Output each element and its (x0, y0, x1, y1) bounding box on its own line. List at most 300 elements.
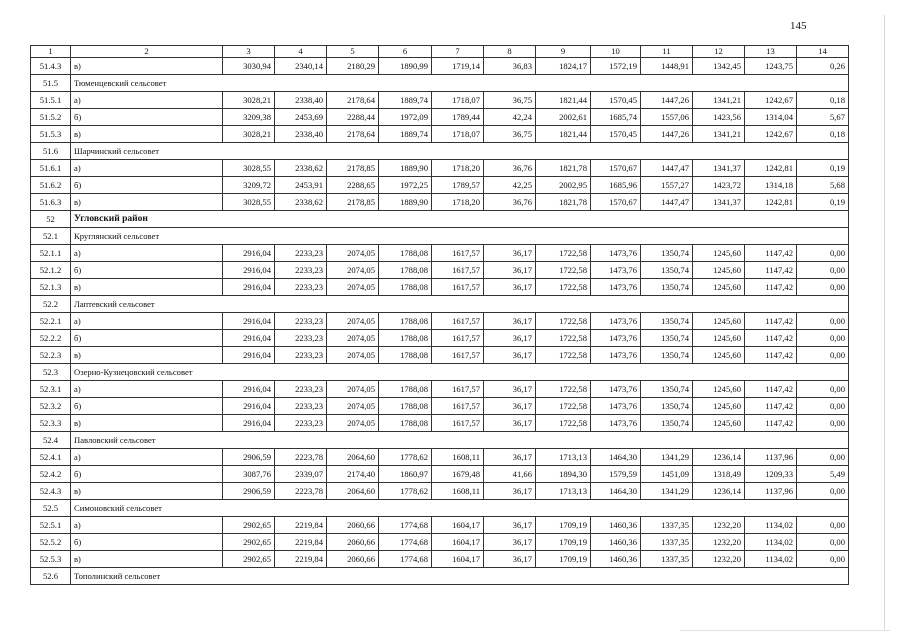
section-heading-row (31, 75, 849, 92)
row-code: 51.5.2 (31, 109, 71, 126)
value-cell: 2178,85 (327, 194, 379, 211)
value-cell: 1972,09 (379, 109, 432, 126)
value-cell: 1722,58 (536, 398, 591, 415)
row-variant-label: б) (71, 534, 223, 551)
row-code: 52.1.2 (31, 262, 71, 279)
value-cell: 1604,17 (432, 517, 484, 534)
row-variant-label: в) (71, 58, 223, 75)
value-cell: 2074,05 (327, 398, 379, 415)
column-header: 6 (379, 46, 432, 58)
row-code: 52.1.1 (31, 245, 71, 262)
row-code: 51.4.3 (31, 58, 71, 75)
value-cell: 2233,23 (275, 279, 327, 296)
row-variant-label: в) (71, 347, 223, 364)
row-code: 52.2 (31, 296, 71, 313)
value-cell: 1341,21 (693, 126, 745, 143)
table-row (31, 483, 849, 500)
district-heading-row (31, 211, 849, 228)
value-cell: 1342,45 (693, 58, 745, 75)
value-cell: 36,17 (484, 347, 536, 364)
value-cell: 36,17 (484, 398, 536, 415)
value-cell: 1821,78 (536, 160, 591, 177)
value-cell: 1774,68 (379, 534, 432, 551)
row-variant-label: а) (71, 313, 223, 330)
section-name: Шарчинский сельсовет (71, 143, 849, 160)
value-cell: 2338,62 (275, 160, 327, 177)
table-row (31, 262, 849, 279)
value-cell: 1245,60 (693, 415, 745, 432)
value-cell: 0,00 (797, 551, 849, 568)
value-cell: 1147,42 (745, 279, 797, 296)
value-cell: 1318,49 (693, 466, 745, 483)
value-cell: 1341,29 (641, 449, 693, 466)
section-heading-row (31, 364, 849, 381)
value-cell: 1718,07 (432, 92, 484, 109)
value-cell: 1341,21 (693, 92, 745, 109)
value-cell: 1788,08 (379, 313, 432, 330)
value-cell: 1788,08 (379, 245, 432, 262)
value-cell: 1245,60 (693, 245, 745, 262)
table-row (31, 551, 849, 568)
row-code: 51.6.1 (31, 160, 71, 177)
value-cell: 1617,57 (432, 330, 484, 347)
value-cell: 1617,57 (432, 279, 484, 296)
district-name: Угловский район (71, 211, 849, 228)
value-cell: 1473,76 (591, 381, 641, 398)
value-cell: 1464,30 (591, 449, 641, 466)
value-cell: 1232,20 (693, 534, 745, 551)
value-cell: 1722,58 (536, 313, 591, 330)
table-row (31, 330, 849, 347)
value-cell: 1134,02 (745, 517, 797, 534)
value-cell: 2060,66 (327, 551, 379, 568)
value-cell: 2178,64 (327, 126, 379, 143)
row-code: 52.3.1 (31, 381, 71, 398)
row-variant-label: а) (71, 381, 223, 398)
value-cell: 1617,57 (432, 415, 484, 432)
table-row (31, 534, 849, 551)
column-header: 8 (484, 46, 536, 58)
value-cell: 1209,33 (745, 466, 797, 483)
value-cell: 1617,57 (432, 313, 484, 330)
section-name: Симоновский сельсовет (71, 500, 849, 517)
value-cell: 2219,84 (275, 551, 327, 568)
table-row (31, 126, 849, 143)
value-cell: 1147,42 (745, 381, 797, 398)
value-cell: 1147,42 (745, 330, 797, 347)
value-cell: 1473,76 (591, 415, 641, 432)
value-cell: 36,17 (484, 330, 536, 347)
value-cell: 0,00 (797, 381, 849, 398)
value-cell: 1341,37 (693, 194, 745, 211)
table-row (31, 449, 849, 466)
value-cell: 1889,74 (379, 126, 432, 143)
value-cell: 1473,76 (591, 245, 641, 262)
value-cell: 1718,07 (432, 126, 484, 143)
page-edge-shadow (884, 15, 885, 630)
value-cell: 1447,26 (641, 92, 693, 109)
value-cell: 1722,58 (536, 279, 591, 296)
row-variant-label: б) (71, 466, 223, 483)
row-code: 52.5.1 (31, 517, 71, 534)
value-cell: 1147,42 (745, 313, 797, 330)
value-cell: 1242,81 (745, 160, 797, 177)
table-row (31, 92, 849, 109)
value-cell: 1447,47 (641, 194, 693, 211)
value-cell: 36,76 (484, 194, 536, 211)
value-cell: 1789,44 (432, 109, 484, 126)
row-code: 51.5 (31, 75, 71, 92)
table-row (31, 517, 849, 534)
value-cell: 2223,78 (275, 483, 327, 500)
value-cell: 1350,74 (641, 330, 693, 347)
section-name: Лаптевский сельсовет (71, 296, 849, 313)
table-row (31, 109, 849, 126)
column-header: 13 (745, 46, 797, 58)
value-cell: 1788,08 (379, 262, 432, 279)
value-cell: 2902,65 (223, 551, 275, 568)
row-code: 52.5 (31, 500, 71, 517)
value-cell: 2180,29 (327, 58, 379, 75)
value-cell: 42,24 (484, 109, 536, 126)
value-cell: 0,00 (797, 517, 849, 534)
value-cell: 2233,23 (275, 347, 327, 364)
value-cell: 0,00 (797, 398, 849, 415)
value-cell: 1718,20 (432, 194, 484, 211)
row-code: 52.4.3 (31, 483, 71, 500)
row-variant-label: в) (71, 415, 223, 432)
value-cell: 1679,48 (432, 466, 484, 483)
tariff-table (30, 45, 849, 585)
row-variant-label: в) (71, 551, 223, 568)
value-cell: 2233,23 (275, 313, 327, 330)
value-cell: 1350,74 (641, 245, 693, 262)
value-cell: 36,17 (484, 483, 536, 500)
row-code: 51.5.1 (31, 92, 71, 109)
value-cell: 36,17 (484, 551, 536, 568)
value-cell: 2339,07 (275, 466, 327, 483)
value-cell: 2338,40 (275, 92, 327, 109)
value-cell: 2916,04 (223, 347, 275, 364)
row-code: 52 (31, 211, 71, 228)
row-variant-label: в) (71, 194, 223, 211)
row-code: 52.5.2 (31, 534, 71, 551)
value-cell: 2233,23 (275, 398, 327, 415)
value-cell: 2338,40 (275, 126, 327, 143)
value-cell: 2074,05 (327, 415, 379, 432)
value-cell: 1473,76 (591, 313, 641, 330)
value-cell: 1788,08 (379, 330, 432, 347)
row-variant-label: а) (71, 92, 223, 109)
value-cell: 1245,60 (693, 262, 745, 279)
row-variant-label: а) (71, 517, 223, 534)
value-cell: 1718,20 (432, 160, 484, 177)
column-header: 1 (31, 46, 71, 58)
value-cell: 3028,21 (223, 92, 275, 109)
column-header: 14 (797, 46, 849, 58)
section-name: Круглянский сельсовет (71, 228, 849, 245)
section-heading-row (31, 143, 849, 160)
value-cell: 1473,76 (591, 330, 641, 347)
value-cell: 0,19 (797, 194, 849, 211)
row-code: 52.1 (31, 228, 71, 245)
value-cell: 0,00 (797, 347, 849, 364)
value-cell: 1778,62 (379, 483, 432, 500)
value-cell: 2916,04 (223, 330, 275, 347)
table-header-row (31, 46, 849, 58)
value-cell: 1460,36 (591, 551, 641, 568)
value-cell: 1137,96 (745, 449, 797, 466)
value-cell: 1685,74 (591, 109, 641, 126)
value-cell: 5,68 (797, 177, 849, 194)
row-code: 52.2.1 (31, 313, 71, 330)
value-cell: 1337,35 (641, 551, 693, 568)
row-variant-label: в) (71, 483, 223, 500)
value-cell: 36,17 (484, 262, 536, 279)
value-cell: 36,17 (484, 517, 536, 534)
value-cell: 1722,58 (536, 245, 591, 262)
value-cell: 1337,35 (641, 534, 693, 551)
value-cell: 1972,25 (379, 177, 432, 194)
value-cell: 2060,66 (327, 517, 379, 534)
value-cell: 1236,14 (693, 483, 745, 500)
row-variant-label: б) (71, 398, 223, 415)
value-cell: 3028,55 (223, 194, 275, 211)
value-cell: 41,66 (484, 466, 536, 483)
value-cell: 2453,69 (275, 109, 327, 126)
value-cell: 1774,68 (379, 517, 432, 534)
table-row (31, 415, 849, 432)
value-cell: 2288,44 (327, 109, 379, 126)
value-cell: 0,00 (797, 313, 849, 330)
value-cell: 3209,72 (223, 177, 275, 194)
value-cell: 2064,60 (327, 449, 379, 466)
value-cell: 36,17 (484, 415, 536, 432)
value-cell: 2233,23 (275, 262, 327, 279)
value-cell: 0,00 (797, 330, 849, 347)
row-code: 52.3.2 (31, 398, 71, 415)
value-cell: 3209,38 (223, 109, 275, 126)
value-cell: 1617,57 (432, 381, 484, 398)
value-cell: 2219,84 (275, 517, 327, 534)
value-cell: 1350,74 (641, 415, 693, 432)
row-code: 52.1.3 (31, 279, 71, 296)
row-code: 52.2.2 (31, 330, 71, 347)
value-cell: 0,00 (797, 262, 849, 279)
column-header: 9 (536, 46, 591, 58)
value-cell: 1460,36 (591, 534, 641, 551)
value-cell: 2902,65 (223, 534, 275, 551)
value-cell: 0,00 (797, 534, 849, 551)
value-cell: 1788,08 (379, 415, 432, 432)
value-cell: 2906,59 (223, 483, 275, 500)
value-cell: 1473,76 (591, 398, 641, 415)
value-cell: 1617,57 (432, 398, 484, 415)
row-code: 52.3 (31, 364, 71, 381)
value-cell: 1451,09 (641, 466, 693, 483)
value-cell: 1134,02 (745, 551, 797, 568)
value-cell: 1242,67 (745, 126, 797, 143)
table-row (31, 177, 849, 194)
value-cell: 1713,13 (536, 449, 591, 466)
row-code: 52.3.3 (31, 415, 71, 432)
value-cell: 2288,65 (327, 177, 379, 194)
value-cell: 1557,06 (641, 109, 693, 126)
value-cell: 0,00 (797, 449, 849, 466)
value-cell: 1448,91 (641, 58, 693, 75)
column-header: 7 (432, 46, 484, 58)
value-cell: 1350,74 (641, 262, 693, 279)
value-cell: 1473,76 (591, 279, 641, 296)
value-cell: 1722,58 (536, 330, 591, 347)
value-cell: 2074,05 (327, 245, 379, 262)
value-cell: 2906,59 (223, 449, 275, 466)
value-cell: 2074,05 (327, 347, 379, 364)
row-code: 51.6 (31, 143, 71, 160)
value-cell: 1245,60 (693, 330, 745, 347)
value-cell: 1245,60 (693, 313, 745, 330)
value-cell: 2916,04 (223, 381, 275, 398)
value-cell: 1236,14 (693, 449, 745, 466)
value-cell: 2002,61 (536, 109, 591, 126)
value-cell: 1147,42 (745, 415, 797, 432)
value-cell: 1423,72 (693, 177, 745, 194)
section-name: Павловский сельсовет (71, 432, 849, 449)
value-cell: 1245,60 (693, 279, 745, 296)
value-cell: 1147,42 (745, 347, 797, 364)
table-row (31, 347, 849, 364)
row-code: 51.6.2 (31, 177, 71, 194)
value-cell: 2338,62 (275, 194, 327, 211)
column-header: 5 (327, 46, 379, 58)
value-cell: 1709,19 (536, 551, 591, 568)
value-cell: 1134,02 (745, 534, 797, 551)
value-cell: 1709,19 (536, 534, 591, 551)
table-row (31, 279, 849, 296)
value-cell: 2174,40 (327, 466, 379, 483)
value-cell: 2074,05 (327, 313, 379, 330)
value-cell: 1350,74 (641, 279, 693, 296)
column-header: 12 (693, 46, 745, 58)
page-edge-shadow-bottom (680, 630, 890, 631)
table-row (31, 381, 849, 398)
section-heading-row (31, 500, 849, 517)
value-cell: 2916,04 (223, 415, 275, 432)
value-cell: 5,67 (797, 109, 849, 126)
value-cell: 1570,45 (591, 126, 641, 143)
value-cell: 1460,36 (591, 517, 641, 534)
value-cell: 42,25 (484, 177, 536, 194)
value-cell: 1604,17 (432, 534, 484, 551)
value-cell: 1245,60 (693, 381, 745, 398)
value-cell: 0,00 (797, 279, 849, 296)
table-row (31, 466, 849, 483)
value-cell: 1722,58 (536, 262, 591, 279)
value-cell: 0,26 (797, 58, 849, 75)
value-cell: 1722,58 (536, 347, 591, 364)
value-cell: 2219,84 (275, 534, 327, 551)
value-cell: 1722,58 (536, 415, 591, 432)
value-cell: 1473,76 (591, 347, 641, 364)
value-cell: 1242,81 (745, 194, 797, 211)
value-cell: 1147,42 (745, 262, 797, 279)
value-cell: 1889,90 (379, 194, 432, 211)
value-cell: 1788,08 (379, 398, 432, 415)
value-cell: 1604,17 (432, 551, 484, 568)
column-header: 11 (641, 46, 693, 58)
value-cell: 1245,60 (693, 398, 745, 415)
value-cell: 0,19 (797, 160, 849, 177)
value-cell: 1147,42 (745, 398, 797, 415)
value-cell: 1243,75 (745, 58, 797, 75)
table-row (31, 245, 849, 262)
row-variant-label: а) (71, 449, 223, 466)
table-row (31, 313, 849, 330)
value-cell: 1617,57 (432, 262, 484, 279)
row-code: 51.5.3 (31, 126, 71, 143)
value-cell: 0,00 (797, 415, 849, 432)
value-cell: 5,49 (797, 466, 849, 483)
row-variant-label: б) (71, 109, 223, 126)
value-cell: 2002,95 (536, 177, 591, 194)
value-cell: 1473,76 (591, 262, 641, 279)
section-name: Тюменцевский сельсовет (71, 75, 849, 92)
value-cell: 2453,91 (275, 177, 327, 194)
section-heading-row (31, 432, 849, 449)
value-cell: 1617,57 (432, 245, 484, 262)
value-cell: 1341,29 (641, 483, 693, 500)
row-code: 52.4 (31, 432, 71, 449)
value-cell: 1890,99 (379, 58, 432, 75)
value-cell: 1337,35 (641, 517, 693, 534)
value-cell: 1788,08 (379, 347, 432, 364)
row-variant-label: б) (71, 177, 223, 194)
row-variant-label: а) (71, 160, 223, 177)
section-name: Тополинский сельсовет (71, 568, 849, 585)
value-cell: 2178,64 (327, 92, 379, 109)
table-row (31, 398, 849, 415)
value-cell: 1350,74 (641, 398, 693, 415)
value-cell: 1789,57 (432, 177, 484, 194)
value-cell: 2916,04 (223, 279, 275, 296)
column-header: 2 (71, 46, 223, 58)
value-cell: 1464,30 (591, 483, 641, 500)
value-cell: 1608,11 (432, 483, 484, 500)
value-cell: 1824,17 (536, 58, 591, 75)
table-row (31, 160, 849, 177)
row-variant-label: в) (71, 279, 223, 296)
value-cell: 3030,94 (223, 58, 275, 75)
value-cell: 1350,74 (641, 347, 693, 364)
value-cell: 36,83 (484, 58, 536, 75)
value-cell: 1350,74 (641, 381, 693, 398)
value-cell: 1685,96 (591, 177, 641, 194)
row-code: 51.6.3 (31, 194, 71, 211)
value-cell: 2916,04 (223, 262, 275, 279)
value-cell: 1147,42 (745, 245, 797, 262)
value-cell: 0,00 (797, 245, 849, 262)
value-cell: 36,17 (484, 245, 536, 262)
value-cell: 1557,27 (641, 177, 693, 194)
column-header: 4 (275, 46, 327, 58)
value-cell: 1137,96 (745, 483, 797, 500)
section-heading-row (31, 568, 849, 585)
value-cell: 3028,21 (223, 126, 275, 143)
value-cell: 2340,14 (275, 58, 327, 75)
value-cell: 36,17 (484, 313, 536, 330)
value-cell: 1579,59 (591, 466, 641, 483)
page-number: 145 (790, 20, 807, 32)
